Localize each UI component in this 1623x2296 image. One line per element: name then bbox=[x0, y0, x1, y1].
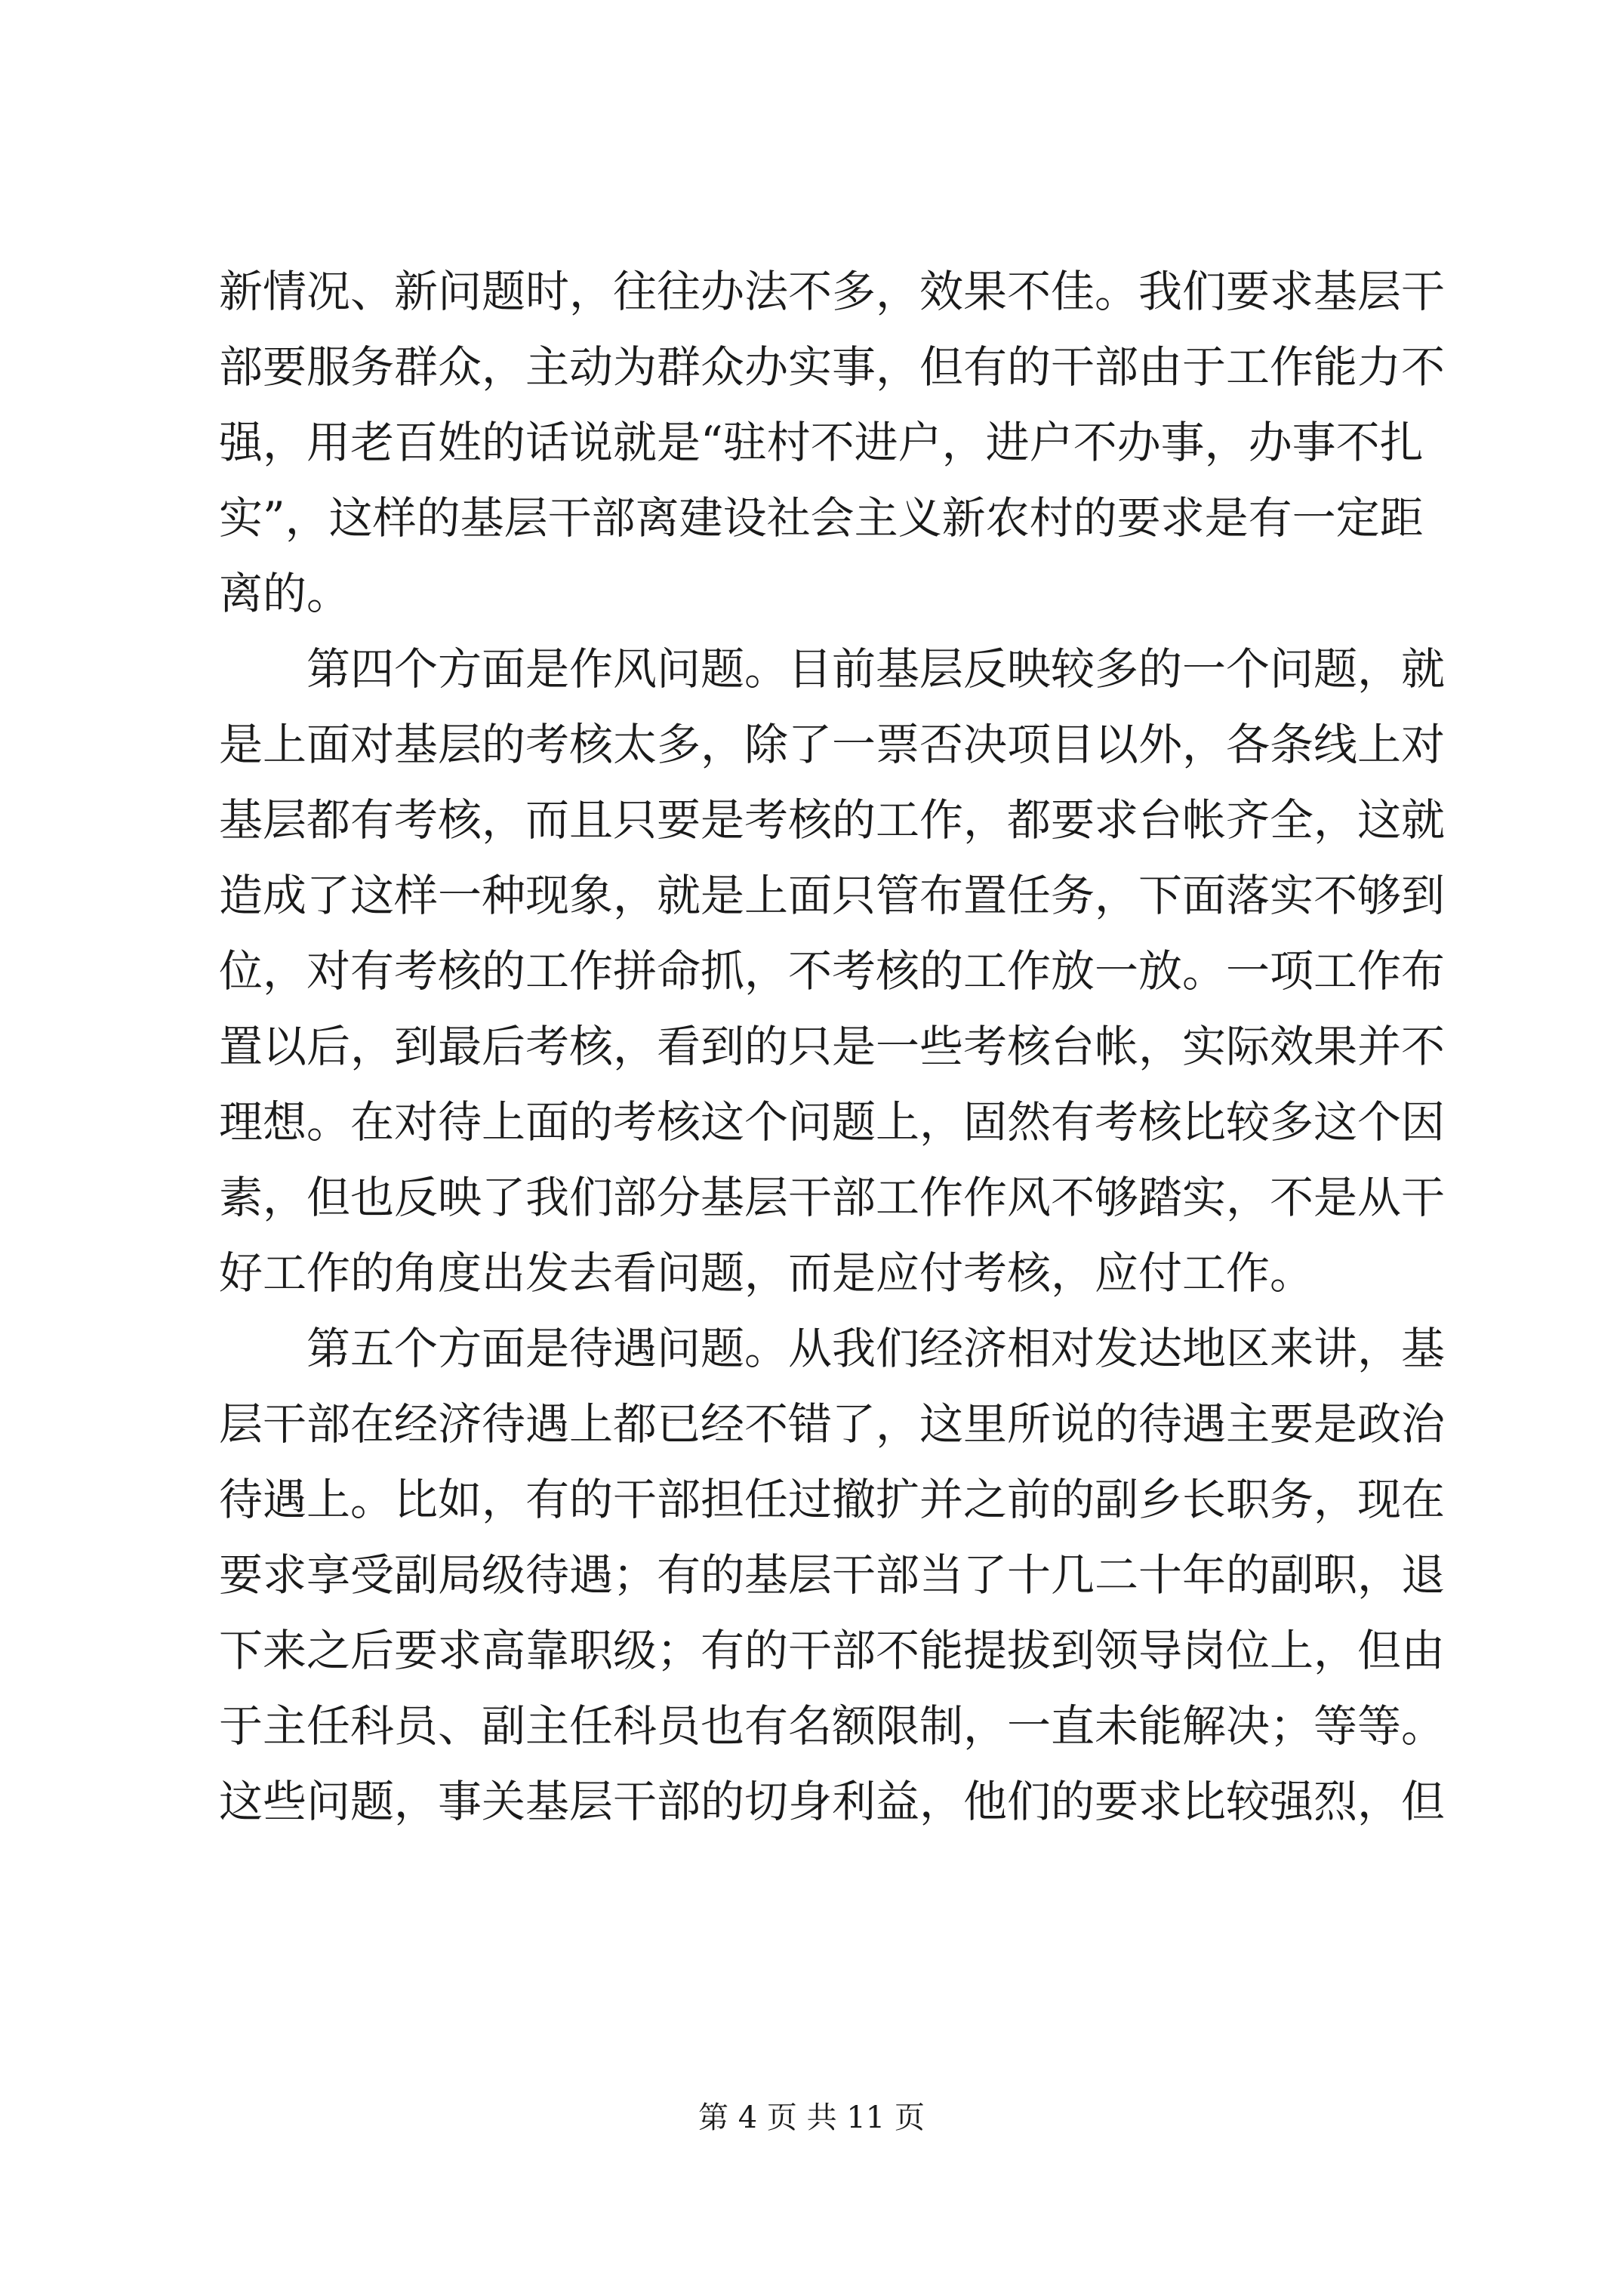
text-line: 要求享受副局级待遇；有的基层干部当了十几二十年的副职，退 bbox=[219, 1549, 1446, 1601]
text-line: 待遇上。比如，有的干部担任过撤扩并之前的副乡长职务，现在 bbox=[219, 1474, 1446, 1525]
text-line: 是上面对基层的考核太多，除了一票否决项目以外，各条线上对 bbox=[219, 719, 1446, 770]
text-line: 理想。在对待上面的考核这个问题上，固然有考核比较多这个因 bbox=[219, 1096, 1446, 1148]
text-line: 位，对有考核的工作拼命抓，不考核的工作放一放。一项工作布 bbox=[219, 945, 1446, 997]
text-line: 下来之后要求高靠职级；有的干部不能提拔到领导岗位上，但由 bbox=[219, 1625, 1446, 1676]
text-line: 实”，这样的基层干部离建设社会主义新农村的要求是有一定距 bbox=[219, 492, 1424, 544]
text-line: 素，但也反映了我们部分基层干部工作作风不够踏实，不是从干 bbox=[219, 1172, 1446, 1223]
text-line: 第四个方面是作风问题。目前基层反映较多的一个问题，就 bbox=[219, 643, 1446, 695]
text-line: 强，用老百姓的话说就是“驻村不进户，进户不办事，办事不扎 bbox=[219, 417, 1424, 468]
page-footer: 第 4 页 共 11 页 bbox=[698, 2100, 925, 2135]
text-line: 这些问题，事关基层干部的切身利益，他们的要求比较强烈，但 bbox=[219, 1776, 1446, 1827]
text-line: 造成了这样一种现象，就是上面只管布置任务，下面落实不够到 bbox=[219, 870, 1446, 921]
text-line: 置以后，到最后考核，看到的只是一些考核台帐，实际效果并不 bbox=[219, 1021, 1446, 1072]
text-line: 基层都有考核，而且只要是考核的工作，都要求台帐齐全，这就 bbox=[219, 794, 1446, 846]
text-line: 离的。 bbox=[219, 568, 351, 619]
text-line: 第五个方面是待遇问题。从我们经济相对发达地区来讲，基 bbox=[219, 1323, 1446, 1374]
text-line: 于主任科员、副主任科员也有名额限制，一直未能解决；等等。 bbox=[219, 1700, 1446, 1752]
text-line: 部要服务群众，主动为群众办实事，但有的干部由于工作能力不 bbox=[219, 341, 1446, 393]
text-line: 层干部在经济待遇上都已经不错了，这里所说的待遇主要是政治 bbox=[219, 1398, 1446, 1450]
text-line: 新情况、新问题时，往往办法不多，效果不佳。我们要求基层干 bbox=[219, 266, 1446, 317]
text-line: 好工作的角度出发去看问题，而是应付考核，应付工作。 bbox=[219, 1247, 1314, 1299]
